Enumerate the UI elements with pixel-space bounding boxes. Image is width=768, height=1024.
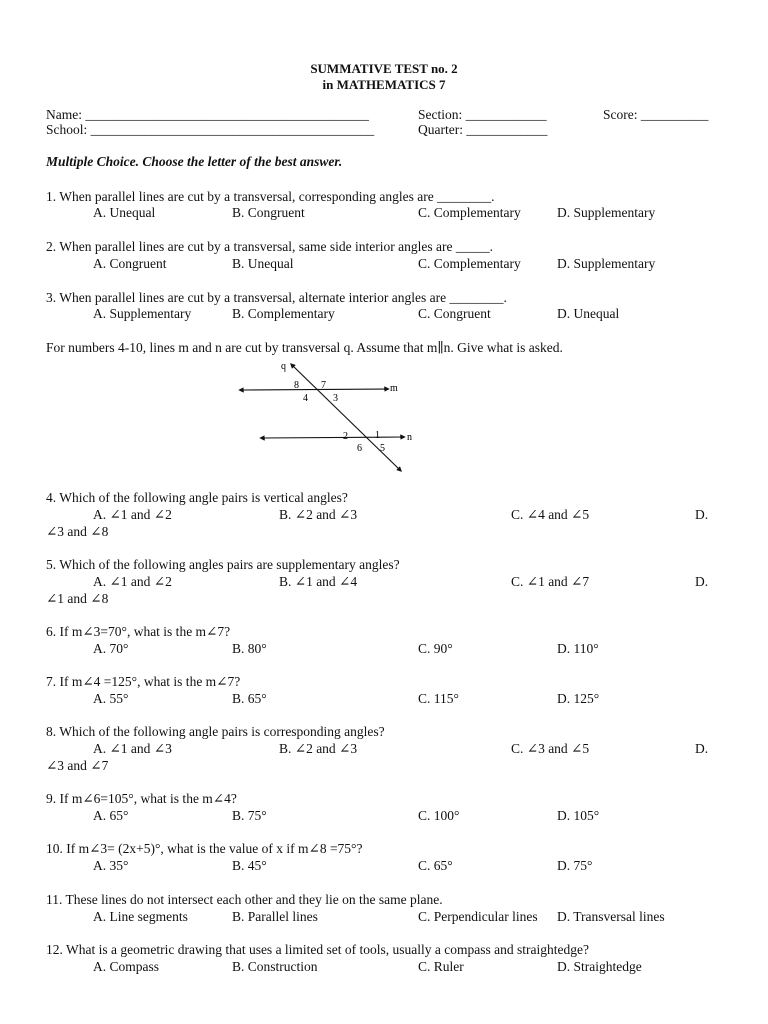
q8-option-b[interactable]: B. ∠2 and ∠3 bbox=[279, 741, 358, 756]
label-angle-5: 5 bbox=[380, 443, 385, 454]
q9-option-b[interactable]: B. 75° bbox=[232, 808, 267, 823]
q4-option-b[interactable]: B. ∠2 and ∠3 bbox=[279, 507, 358, 522]
q2-option-c[interactable]: C. Complementary bbox=[418, 256, 521, 271]
q5-option-b[interactable]: B. ∠1 and ∠4 bbox=[279, 574, 358, 589]
question-8: 8. Which of the following angle pairs is corresponding angles? bbox=[46, 724, 385, 739]
label-angle-7: 7 bbox=[321, 380, 326, 391]
q5-option-d[interactable]: D. bbox=[695, 574, 709, 589]
q10-option-d[interactable]: D. 75° bbox=[557, 858, 593, 873]
q10-option-b[interactable]: B. 45° bbox=[232, 858, 267, 873]
q3-option-d[interactable]: D. Unequal bbox=[557, 306, 620, 321]
q11-option-d[interactable]: D. Transversal lines bbox=[557, 909, 665, 924]
question-11: 11. These lines do not intersect each other and they lie on the same plane. bbox=[46, 892, 443, 907]
q11-option-c[interactable]: C. Perpendicular lines bbox=[418, 909, 538, 924]
q9-option-a[interactable]: A. 65° bbox=[93, 808, 129, 823]
section-field[interactable]: Section: ____________ bbox=[418, 107, 547, 122]
q1-option-b[interactable]: B. Congruent bbox=[232, 205, 305, 220]
q4-option-c[interactable]: C. ∠4 and ∠5 bbox=[511, 507, 590, 522]
q6-option-b[interactable]: B. 80° bbox=[232, 641, 267, 656]
q3-option-c[interactable]: C. Congruent bbox=[418, 306, 491, 321]
q1-option-c[interactable]: C. Complementary bbox=[418, 205, 521, 220]
q9-option-c[interactable]: C. 100° bbox=[418, 808, 460, 823]
school-field[interactable]: School: __________________________________________ bbox=[46, 122, 375, 137]
q7-option-d[interactable]: D. 125° bbox=[557, 691, 600, 706]
q12-option-c[interactable]: C. Ruler bbox=[418, 959, 464, 974]
q2-option-b[interactable]: B. Unequal bbox=[232, 256, 294, 271]
q8-option-d[interactable]: D. bbox=[695, 741, 709, 756]
question-10: 10. If m∠3= (2x+5)°, what is the value of x if m∠8 =75°? bbox=[46, 841, 363, 856]
q2-option-a[interactable]: A. Congruent bbox=[93, 256, 167, 271]
question-7: 7. If m∠4 =125°, what is the m∠7? bbox=[46, 674, 241, 689]
q7-option-a[interactable]: A. 55° bbox=[93, 691, 129, 706]
label-angle-4: 4 bbox=[303, 393, 308, 404]
label-n: n bbox=[407, 432, 412, 443]
q11-option-a[interactable]: A. Line segments bbox=[93, 909, 188, 924]
quarter-field[interactable]: Quarter: ____________ bbox=[418, 122, 548, 137]
question-2: 2. When parallel lines are cut by a transversal, same side interior angles are _____. bbox=[46, 239, 493, 254]
q6-option-a[interactable]: A. 70° bbox=[93, 641, 129, 656]
question-3: 3. When parallel lines are cut by a transversal, alternate interior angles are ________. bbox=[46, 290, 507, 305]
label-angle-3: 3 bbox=[333, 393, 338, 404]
q10-option-c[interactable]: C. 65° bbox=[418, 858, 453, 873]
q4-option-a[interactable]: A. ∠1 and ∠2 bbox=[93, 507, 172, 522]
q8-option-a[interactable]: A. ∠1 and ∠3 bbox=[93, 741, 172, 756]
q5-option-c[interactable]: C. ∠1 and ∠7 bbox=[511, 574, 590, 589]
q4-option-d[interactable]: D. bbox=[695, 507, 709, 522]
question-6: 6. If m∠3=70°, what is the m∠7? bbox=[46, 624, 231, 639]
q8-option-c[interactable]: C. ∠3 and ∠5 bbox=[511, 741, 590, 756]
line-m bbox=[241, 389, 387, 390]
q9-option-d[interactable]: D. 105° bbox=[557, 808, 600, 823]
question-12: 12. What is a geometric drawing that uses a limited set of tools, usually a compass and straightedge? bbox=[46, 942, 589, 957]
q3-option-b[interactable]: B. Complementary bbox=[232, 306, 335, 321]
instructions: Multiple Choice. Choose the letter of the best answer. bbox=[46, 154, 343, 169]
test-subtitle: in MATHEMATICS 7 bbox=[322, 77, 446, 92]
q4-option-d-text[interactable]: ∠3 and ∠8 bbox=[46, 524, 109, 539]
q10-option-a[interactable]: A. 35° bbox=[93, 858, 129, 873]
line-n bbox=[262, 437, 403, 438]
question-9: 9. If m∠6=105°, what is the m∠4? bbox=[46, 791, 237, 806]
question-1: 1. When parallel lines are cut by a transversal, corresponding angles are ________. bbox=[46, 189, 495, 204]
score-field[interactable]: Score: __________ bbox=[603, 107, 709, 122]
label-angle-8: 8 bbox=[294, 380, 299, 391]
line-q bbox=[292, 365, 400, 470]
q5-option-d-text[interactable]: ∠1 and ∠8 bbox=[46, 591, 109, 606]
question-4: 4. Which of the following angle pairs is vertical angles? bbox=[46, 490, 348, 505]
q1-option-a[interactable]: A. Unequal bbox=[93, 205, 156, 220]
q2-option-d[interactable]: D. Supplementary bbox=[557, 256, 656, 271]
q6-option-d[interactable]: D. 110° bbox=[557, 641, 599, 656]
q1-option-d[interactable]: D. Supplementary bbox=[557, 205, 656, 220]
q12-option-a[interactable]: A. Compass bbox=[93, 959, 160, 974]
test-title: SUMMATIVE TEST no. 2 bbox=[310, 61, 458, 76]
q8-option-d-text[interactable]: ∠3 and ∠7 bbox=[46, 758, 109, 773]
q6-option-c[interactable]: C. 90° bbox=[418, 641, 453, 656]
label-angle-1: 1 bbox=[375, 430, 380, 441]
name-field[interactable]: Name: __________________________________________ bbox=[46, 107, 369, 122]
label-m: m bbox=[390, 383, 398, 394]
q3-option-a[interactable]: A. Supplementary bbox=[93, 306, 192, 321]
label-q: q bbox=[281, 361, 286, 372]
figure-note: For numbers 4-10, lines m and n are cut by transversal q. Assume that m∥n. Give what is asked. bbox=[46, 340, 563, 355]
q12-option-d[interactable]: D. Straightedge bbox=[557, 959, 642, 974]
label-angle-2: 2 bbox=[343, 431, 348, 442]
q11-option-b[interactable]: B. Parallel lines bbox=[232, 909, 318, 924]
label-angle-6: 6 bbox=[357, 443, 362, 454]
q7-option-c[interactable]: C. 115° bbox=[418, 691, 459, 706]
transversal-figure bbox=[230, 358, 430, 478]
question-5: 5. Which of the following angles pairs are supplementary angles? bbox=[46, 557, 400, 572]
q5-option-a[interactable]: A. ∠1 and ∠2 bbox=[93, 574, 172, 589]
q12-option-b[interactable]: B. Construction bbox=[232, 959, 318, 974]
q7-option-b[interactable]: B. 65° bbox=[232, 691, 267, 706]
